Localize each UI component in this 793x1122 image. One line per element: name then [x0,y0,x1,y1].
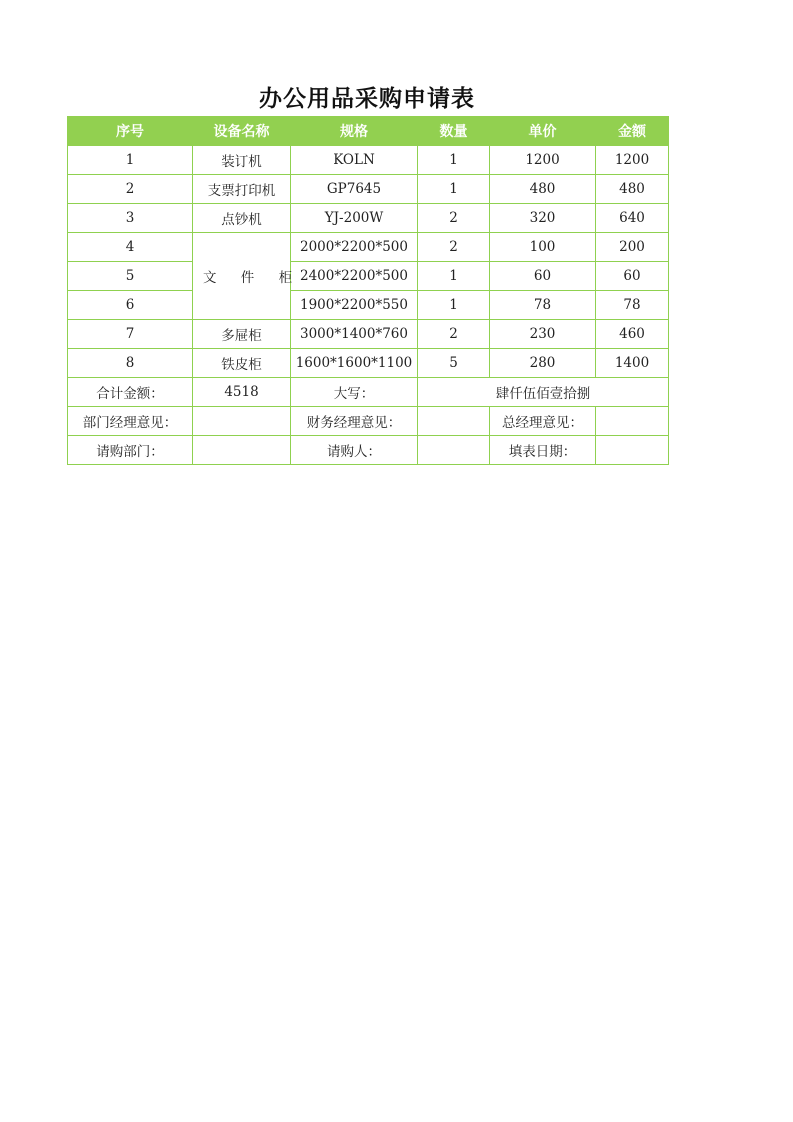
table-row [68,175,669,204]
total-value: 4518 [193,378,291,407]
row-item-name-merged: 文 件 柜 [193,233,291,320]
finance-manager-field[interactable] [418,407,490,436]
row-price: 78 [490,291,596,320]
row-no: 5 [68,262,193,291]
row-no: 7 [68,320,193,349]
row-spec: 2400*2200*500 [291,262,418,291]
header-cell-price: 单价 [490,117,596,146]
form-title: 办公用品采购申请表 [259,86,475,112]
row-spec: 1900*2200*550 [291,291,418,320]
row-amount: 1400 [596,349,669,378]
row-price: 1200 [490,146,596,175]
row-item-name: 装订机 [193,146,291,175]
row-qty: 5 [418,349,490,378]
requester-field[interactable] [418,436,490,465]
row-qty: 1 [418,175,490,204]
header-cell-spec: 规格 [291,117,418,146]
row-no: 6 [68,291,193,320]
request-dept-label: 请购部门： [68,436,193,465]
row-amount: 60 [596,262,669,291]
header-cell-qty: 数量 [418,117,490,146]
row-no: 1 [68,146,193,175]
finance-manager-label: 财务经理意见： [291,407,418,436]
row-item-name: 铁皮柜 [193,349,291,378]
row-spec: 1600*1600*1100 [291,349,418,378]
request-row [68,436,669,465]
row-price: 100 [490,233,596,262]
row-price: 280 [490,349,596,378]
row-qty: 1 [418,262,490,291]
row-qty: 2 [418,320,490,349]
row-item-name: 多屉柜 [193,320,291,349]
header-cell-name: 设备名称 [193,117,291,146]
row-spec: YJ-200W [291,204,418,233]
total-label: 合计金额： [68,378,193,407]
fill-date-label: 填表日期： [490,436,596,465]
approval-row [68,407,669,436]
table-row [68,262,669,291]
row-no: 8 [68,349,193,378]
row-spec: 3000*1400*760 [291,320,418,349]
row-no: 2 [68,175,193,204]
row-amount: 200 [596,233,669,262]
table-row [68,233,669,262]
requester-label: 请购人： [291,436,418,465]
row-amount: 640 [596,204,669,233]
table-row [68,349,669,378]
table-header-row [68,117,669,146]
table-row [68,291,669,320]
request-dept-field[interactable] [193,436,291,465]
dept-manager-field[interactable] [193,407,291,436]
row-amount: 78 [596,291,669,320]
row-amount: 460 [596,320,669,349]
header-cell-no: 序号 [68,117,193,146]
general-manager-label: 总经理意见： [490,407,596,436]
purchase-request-table [67,116,669,465]
table-row [68,146,669,175]
row-qty: 1 [418,146,490,175]
header-cell-amount: 金额 [596,117,669,146]
table-row [68,204,669,233]
row-spec: 2000*2200*500 [291,233,418,262]
row-amount: 1200 [596,146,669,175]
row-no: 4 [68,233,193,262]
table-row [68,320,669,349]
row-qty: 1 [418,291,490,320]
total-caps-label: 大写： [291,378,418,407]
general-manager-field[interactable] [596,407,669,436]
row-item-name: 支票打印机 [193,175,291,204]
row-price: 320 [490,204,596,233]
row-spec: KOLN [291,146,418,175]
dept-manager-label: 部门经理意见： [68,407,193,436]
total-row [68,378,669,407]
total-caps-value: 肆仟伍佰壹拾捌 [418,378,669,407]
row-qty: 2 [418,233,490,262]
row-qty: 2 [418,204,490,233]
row-no: 3 [68,204,193,233]
row-item-name: 点钞机 [193,204,291,233]
fill-date-field[interactable] [596,436,669,465]
row-price: 230 [490,320,596,349]
row-amount: 480 [596,175,669,204]
row-price: 480 [490,175,596,204]
row-price: 60 [490,262,596,291]
row-spec: GP7645 [291,175,418,204]
